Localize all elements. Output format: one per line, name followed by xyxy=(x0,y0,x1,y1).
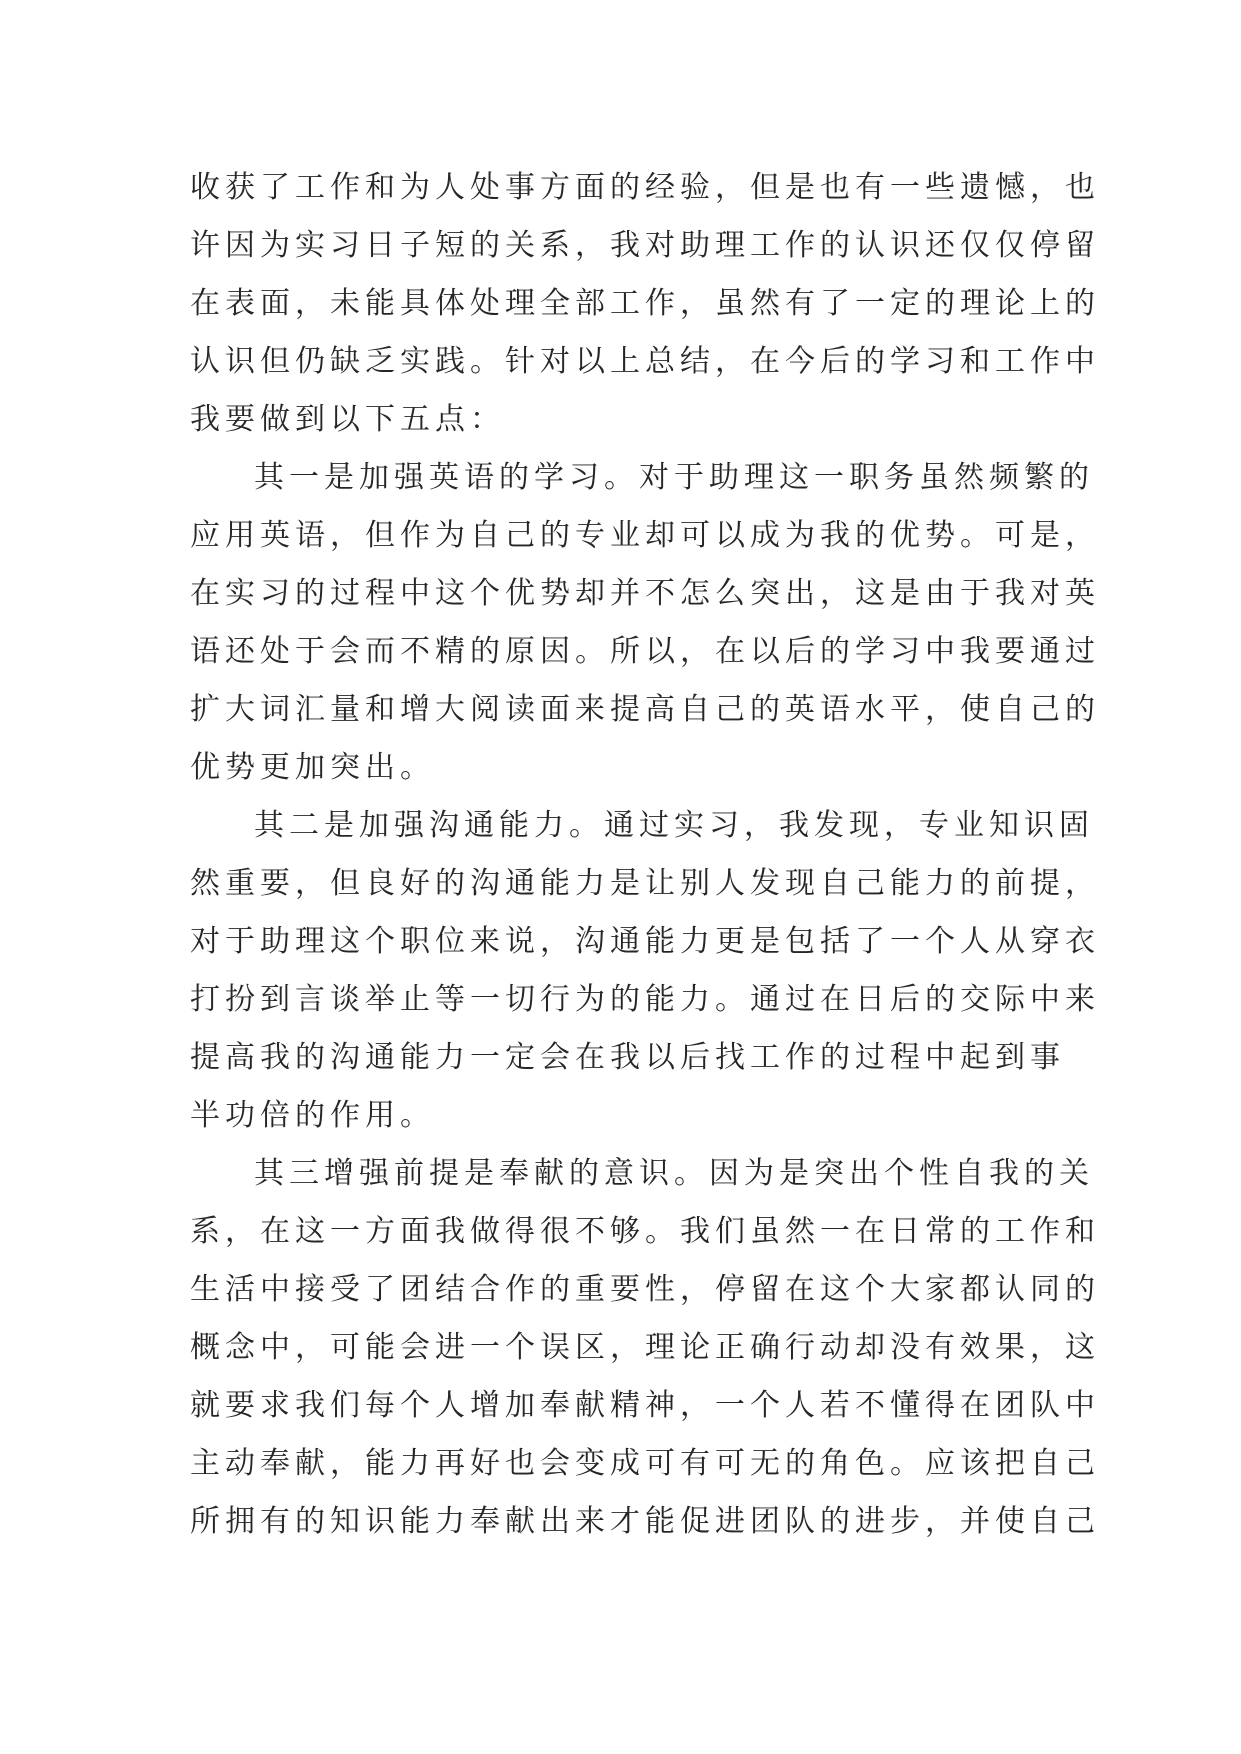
text-line: 打扮到言谈举止等一切行为的能力。通过在日后的交际中来 xyxy=(190,982,1100,1017)
text-line: 优势更加突出。 xyxy=(190,750,435,785)
text-line: 语还处于会而不精的原因。所以，在以后的学习中我要通过 xyxy=(190,634,1100,669)
text-line: 系，在这一方面我做得很不够。我们虽然一在日常的工作和 xyxy=(190,1214,1100,1249)
text-line: 主动奉献，能力再好也会变成可有可无的角色。应该把自己 xyxy=(190,1446,1100,1481)
body-text xyxy=(190,159,1100,1551)
text-line: 在表面，未能具体处理全部工作，虽然有了一定的理论上的 xyxy=(190,286,1100,321)
text-line: 概念中，可能会进一个误区，理论正确行动却没有效果，这 xyxy=(190,1330,1100,1365)
text-line: 应用英语，但作为自己的专业却可以成为我的优势。可是， xyxy=(190,518,1100,553)
text-line: 然重要，但良好的沟通能力是让别人发现自己能力的前提， xyxy=(190,866,1100,901)
text-line: 收获了工作和为人处事方面的经验，但是也有一些遗憾，也 xyxy=(190,170,1100,205)
text-line: 许因为实习日子短的关系，我对助理工作的认识还仅仅停留 xyxy=(190,228,1100,263)
text-line: 我要做到以下五点： xyxy=(190,402,505,437)
text-line: 半功倍的作用。 xyxy=(190,1098,435,1133)
text-line: 生活中接受了团结合作的重要性，停留在这个大家都认同的 xyxy=(190,1272,1100,1307)
text-line: 就要求我们每个人增加奉献精神，一个人若不懂得在团队中 xyxy=(190,1388,1100,1423)
text-line: 认识但仍缺乏实践。针对以上总结，在今后的学习和工作中 xyxy=(190,344,1100,379)
text-line: 扩大词汇量和增大阅读面来提高自己的英语水平，使自己的 xyxy=(190,692,1100,727)
text-line: 在实习的过程中这个优势却并不怎么突出，这是由于我对英 xyxy=(190,576,1100,611)
paragraph-start-line: 其三增强前提是奉献的意识。因为是突出个性自我的关 xyxy=(254,1156,1094,1191)
text-line: 提高我的沟通能力一定会在我以后找工作的过程中起到事 xyxy=(190,1040,1065,1075)
paragraph-start-line: 其一是加强英语的学习。对于助理这一职务虽然频繁的 xyxy=(254,460,1094,495)
paragraph-start-line: 其二是加强沟通能力。通过实习，我发现，专业知识固 xyxy=(254,808,1094,843)
text-line: 对于助理这个职位来说，沟通能力更是包括了一个人从穿衣 xyxy=(190,924,1100,959)
text-line: 所拥有的知识能力奉献出来才能促进团队的进步，并使自己 xyxy=(190,1504,1100,1539)
